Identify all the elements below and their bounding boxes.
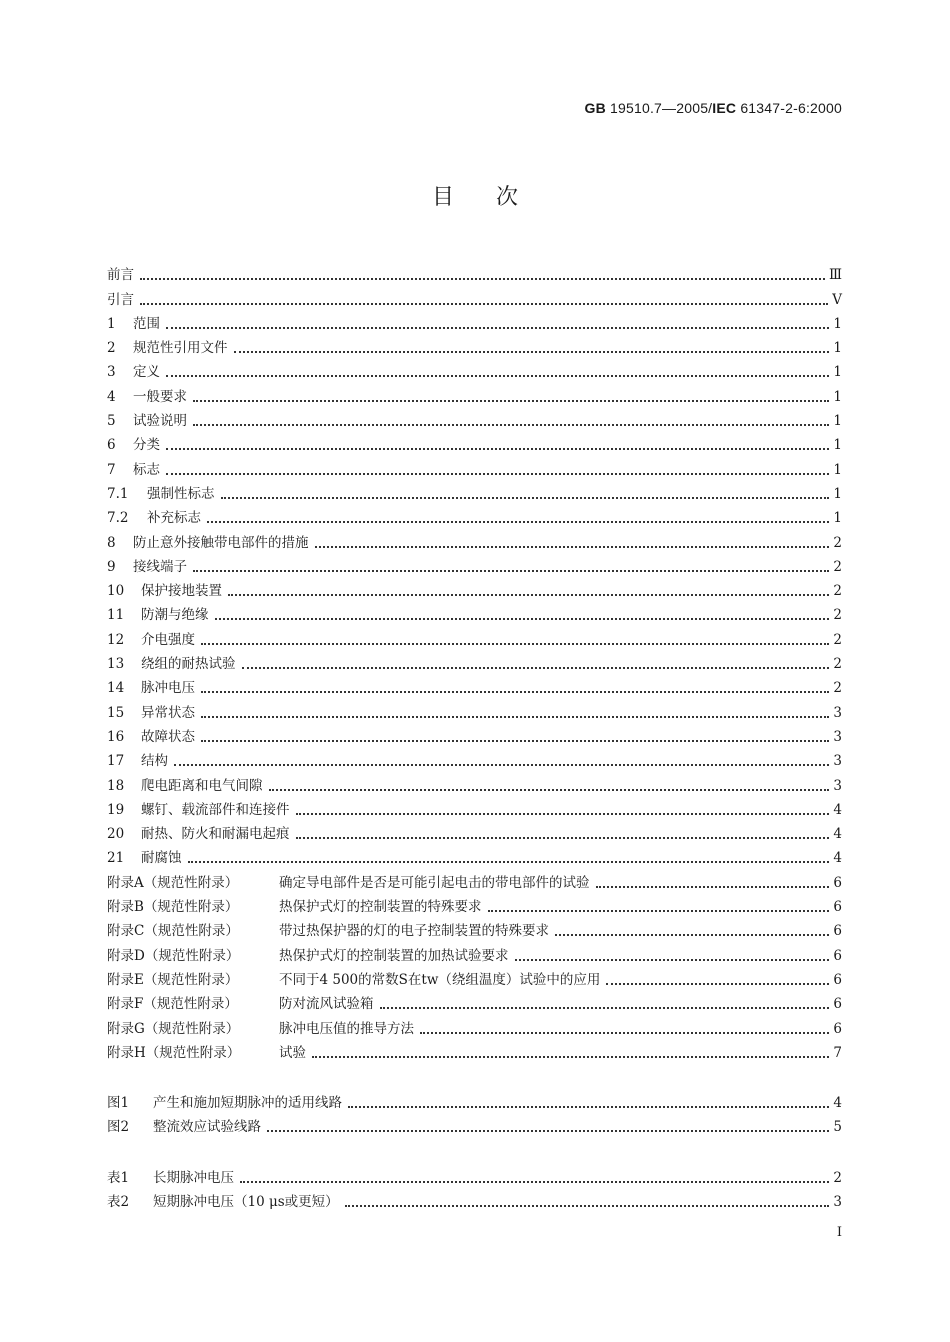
toc-entry-label: 定义 — [133, 364, 160, 381]
toc-entry[interactable] — [107, 259, 842, 283]
toc-entry-label: 防对流风试验箱 — [279, 996, 374, 1013]
toc-entry-label: 耐热、防火和耐漏电起痕 — [141, 826, 290, 843]
toc-entry-number: 7 — [107, 461, 116, 478]
dot-leader — [420, 1031, 829, 1034]
dot-leader — [315, 545, 830, 548]
gb-number: 19510.7—2005/ — [605, 100, 713, 116]
toc-entry-number: 附录B（规范性附录） — [107, 899, 239, 916]
dot-leader — [380, 1006, 830, 1009]
dot-leader — [296, 812, 830, 815]
dot-leader — [166, 447, 829, 450]
dot-leader — [345, 1204, 830, 1207]
toc-entry[interactable] — [107, 818, 842, 842]
toc-entry[interactable] — [107, 1161, 842, 1185]
dot-leader — [174, 763, 829, 766]
toc-entry-number: 4 — [107, 388, 116, 405]
toc-entry[interactable] — [107, 478, 842, 502]
toc-entry[interactable] — [107, 405, 842, 429]
toc-entry[interactable] — [107, 1087, 842, 1111]
toc-entry-label: 耐腐蚀 — [141, 850, 182, 867]
toc-entry-page: 6 — [833, 971, 842, 988]
toc-entry-label: 确定导电部件是否是可能引起电击的带电部件的试验 — [279, 874, 590, 891]
toc-entry-label: 一般要求 — [133, 388, 187, 405]
toc-entry-label: 防潮与绝缘 — [141, 607, 209, 624]
toc-entry[interactable] — [107, 332, 842, 356]
toc-entry-number: 7.2 — [107, 510, 129, 527]
toc-entry[interactable] — [107, 891, 842, 915]
toc-entry-page: Ⅴ — [832, 291, 842, 308]
dot-leader — [140, 302, 828, 305]
toc-entry-page: 1 — [833, 485, 842, 502]
table-of-contents — [107, 259, 842, 1210]
toc-entry-page: 1 — [833, 413, 842, 430]
toc-entry[interactable] — [107, 1186, 842, 1210]
toc-entry-number: 附录A（规范性附录） — [107, 874, 239, 891]
toc-entry[interactable] — [107, 648, 842, 672]
toc-entry-number: 5 — [107, 413, 116, 430]
dot-leader — [488, 909, 830, 912]
toc-entry[interactable] — [107, 939, 842, 963]
toc-entry-number: 图2 — [107, 1119, 130, 1136]
dot-leader — [221, 496, 830, 499]
toc-entry-number: 6 — [107, 437, 116, 454]
toc-entry[interactable] — [107, 599, 842, 623]
toc-entry-label: 前言 — [107, 267, 134, 284]
dot-leader — [296, 836, 830, 839]
dot-leader — [193, 399, 829, 402]
toc-entry-number: 21 — [107, 850, 125, 867]
toc-entry[interactable] — [107, 575, 842, 599]
page-number: Ⅰ — [836, 1225, 842, 1240]
toc-entry[interactable] — [107, 356, 842, 380]
toc-entry-page: 4 — [833, 1095, 842, 1112]
toc-entry-page: 6 — [833, 899, 842, 916]
toc-entry-label: 带过热保护器的灯的电子控制装置的特殊要求 — [279, 923, 549, 940]
toc-entry-page: 2 — [833, 558, 842, 575]
toc-entry-label: 绕组的耐热试验 — [141, 656, 236, 673]
toc-entry-number: 16 — [107, 728, 125, 745]
toc-table-entries — [107, 1161, 842, 1210]
toc-entry-number: 2 — [107, 340, 116, 357]
toc-entry-page: 2 — [833, 534, 842, 551]
toc-entry-number: 18 — [107, 777, 125, 794]
toc-entry-page: 4 — [833, 801, 842, 818]
toc-entry-label: 接线端子 — [133, 558, 187, 575]
toc-entry-number: 8 — [107, 534, 116, 551]
toc-entry-page: 1 — [833, 315, 842, 332]
dot-leader — [140, 277, 825, 280]
toc-entry-number: 附录D（规范性附录） — [107, 947, 240, 964]
toc-entry-page: 1 — [833, 510, 842, 527]
toc-entry-label: 热保护式灯的控制装置的加热试验要求 — [279, 947, 509, 964]
dot-leader — [555, 933, 829, 936]
toc-entry[interactable] — [107, 721, 842, 745]
toc-entry-label: 规范性引用文件 — [133, 340, 228, 357]
toc-entry-number: 17 — [107, 753, 125, 770]
toc-entry-label: 产生和施加短期脉冲的适用线路 — [153, 1095, 342, 1112]
dot-leader — [193, 423, 829, 426]
toc-entry[interactable] — [107, 429, 842, 453]
toc-entry-number: 附录F（规范性附录） — [107, 996, 238, 1013]
toc-entry[interactable] — [107, 1012, 842, 1036]
dot-leader — [207, 520, 829, 523]
toc-entry-page: 6 — [833, 923, 842, 940]
toc-entry-number: 13 — [107, 656, 125, 673]
toc-entry[interactable] — [107, 1111, 842, 1135]
toc-entry-page: 3 — [833, 728, 842, 745]
toc-entry-label: 脉冲电压 — [141, 680, 195, 697]
toc-entry-number: 20 — [107, 826, 125, 843]
toc-entry-label: 脉冲电压值的推导方法 — [279, 1020, 414, 1037]
toc-entry-page: 1 — [833, 461, 842, 478]
toc-entry-page: 6 — [833, 874, 842, 891]
toc-entry[interactable] — [107, 696, 842, 720]
toc-entry-label: 短期脉冲电压（10 μs或更短） — [153, 1193, 339, 1210]
toc-entry-page: 2 — [833, 607, 842, 624]
dot-leader — [166, 472, 829, 475]
toc-entry-label: 试验 — [279, 1044, 306, 1061]
dot-leader — [348, 1105, 829, 1108]
dot-leader — [201, 642, 829, 645]
toc-entry-number: 表1 — [107, 1169, 130, 1186]
toc-entry-page: Ⅲ — [828, 267, 842, 284]
toc-entry[interactable] — [107, 769, 842, 793]
dot-leader — [228, 593, 829, 596]
toc-entry[interactable] — [107, 283, 842, 307]
toc-entry-number: 10 — [107, 583, 125, 600]
toc-entry[interactable] — [107, 794, 842, 818]
dot-leader — [515, 958, 830, 961]
toc-entry-label: 保护接地装置 — [141, 583, 222, 600]
toc-entry-page: 6 — [833, 996, 842, 1013]
dot-leader — [606, 982, 829, 985]
toc-entry-label: 故障状态 — [141, 728, 195, 745]
toc-entry[interactable] — [107, 842, 842, 866]
dot-leader — [240, 1180, 829, 1183]
toc-entry-label: 分类 — [133, 437, 160, 454]
toc-entry-number: 9 — [107, 558, 116, 575]
toc-entry-page: 2 — [833, 631, 842, 648]
dot-leader — [166, 374, 829, 377]
toc-entry-number: 7.1 — [107, 485, 129, 502]
toc-entry-number: 表2 — [107, 1193, 130, 1210]
toc-entry-page: 2 — [833, 656, 842, 673]
toc-entry[interactable] — [107, 380, 842, 404]
toc-entry-number: 14 — [107, 680, 125, 697]
toc-entry[interactable] — [107, 915, 842, 939]
toc-entry-page: 1 — [833, 437, 842, 454]
dot-leader — [269, 788, 830, 791]
toc-entry[interactable] — [107, 672, 842, 696]
toc-entry-label: 补充标志 — [147, 510, 201, 527]
toc-entry-page: 3 — [833, 1193, 842, 1210]
toc-entry-label: 长期脉冲电压 — [153, 1169, 234, 1186]
toc-entry[interactable] — [107, 453, 842, 477]
dot-leader — [201, 690, 829, 693]
toc-entry-label: 结构 — [141, 753, 168, 770]
toc-entry-label: 引言 — [107, 291, 134, 308]
toc-entry-page: 2 — [833, 583, 842, 600]
toc-entry[interactable] — [107, 745, 842, 769]
toc-entry-page: 3 — [833, 777, 842, 794]
toc-entry-number: 附录C（规范性附录） — [107, 923, 239, 940]
dot-leader — [193, 569, 829, 572]
toc-entry-page: 4 — [833, 826, 842, 843]
toc-entry-page: 6 — [833, 947, 842, 964]
toc-entry[interactable] — [107, 502, 842, 526]
toc-entry-page: 4 — [833, 850, 842, 867]
toc-entry[interactable] — [107, 866, 842, 890]
gb-prefix: GB — [584, 100, 606, 116]
toc-entry-label: 标志 — [133, 461, 160, 478]
toc-entry[interactable] — [107, 988, 842, 1012]
toc-entry-label: 整流效应试验线路 — [153, 1119, 261, 1136]
toc-entry-page: 5 — [833, 1119, 842, 1136]
toc-entry-page: 1 — [833, 364, 842, 381]
toc-entry-page: 2 — [833, 680, 842, 697]
toc-entry[interactable] — [107, 551, 842, 575]
dot-leader — [188, 860, 830, 863]
toc-entry-number: 图1 — [107, 1095, 130, 1112]
dot-leader — [215, 617, 830, 620]
dot-leader — [267, 1129, 829, 1132]
toc-entry-label: 强制性标志 — [147, 485, 215, 502]
toc-entry[interactable] — [107, 526, 842, 550]
iec-prefix: IEC — [712, 100, 737, 116]
toc-main-entries — [107, 259, 842, 1061]
toc-entry-label: 热保护式灯的控制装置的特殊要求 — [279, 899, 482, 916]
toc-entry-page: 7 — [833, 1044, 842, 1061]
page-title: 目次 — [431, 185, 560, 210]
toc-entry[interactable] — [107, 623, 842, 647]
toc-entry-number: 15 — [107, 704, 125, 721]
toc-entry-label: 试验说明 — [133, 413, 187, 430]
toc-entry-label: 防止意外接触带电部件的措施 — [133, 534, 309, 551]
toc-entry-page: 3 — [833, 704, 842, 721]
toc-entry-page: 2 — [833, 1169, 842, 1186]
toc-entry-label: 螺钉、载流部件和连接件 — [141, 801, 290, 818]
toc-entry-page: 1 — [833, 388, 842, 405]
toc-entry-number: 附录G（规范性附录） — [107, 1020, 240, 1037]
toc-figure-entries — [107, 1087, 842, 1136]
dot-leader — [312, 1055, 829, 1058]
dot-leader — [234, 350, 830, 353]
toc-entry-number: 附录E（规范性附录） — [107, 971, 239, 988]
toc-entry-number: 11 — [107, 607, 125, 624]
dot-leader — [596, 885, 830, 888]
dot-leader — [201, 715, 829, 718]
dot-leader — [166, 326, 829, 329]
dot-leader — [242, 666, 830, 669]
standard-number-header — [585, 100, 842, 116]
toc-entry-number: 1 — [107, 315, 116, 332]
toc-entry-label: 范围 — [133, 315, 160, 332]
toc-entry-label: 爬电距离和电气间隙 — [141, 777, 263, 794]
toc-entry-page: 3 — [833, 753, 842, 770]
dot-leader — [201, 739, 829, 742]
toc-entry-label: 介电强度 — [141, 631, 195, 648]
toc-entry-number: 附录H（规范性附录） — [107, 1044, 241, 1061]
toc-entry-number: 3 — [107, 364, 116, 381]
toc-entry[interactable] — [107, 1037, 842, 1061]
toc-entry-page: 1 — [833, 340, 842, 357]
toc-entry[interactable] — [107, 308, 842, 332]
toc-entry-label: 异常状态 — [141, 704, 195, 721]
toc-entry-label: 不同于4 500的常数S在tw（绕组温度）试验中的应用 — [279, 971, 601, 988]
toc-entry-number: 19 — [107, 801, 125, 818]
toc-entry-page: 6 — [833, 1020, 842, 1037]
toc-entry-number: 12 — [107, 631, 125, 648]
toc-entry[interactable] — [107, 964, 842, 988]
iec-number: 61347-2-6:2000 — [736, 100, 842, 116]
